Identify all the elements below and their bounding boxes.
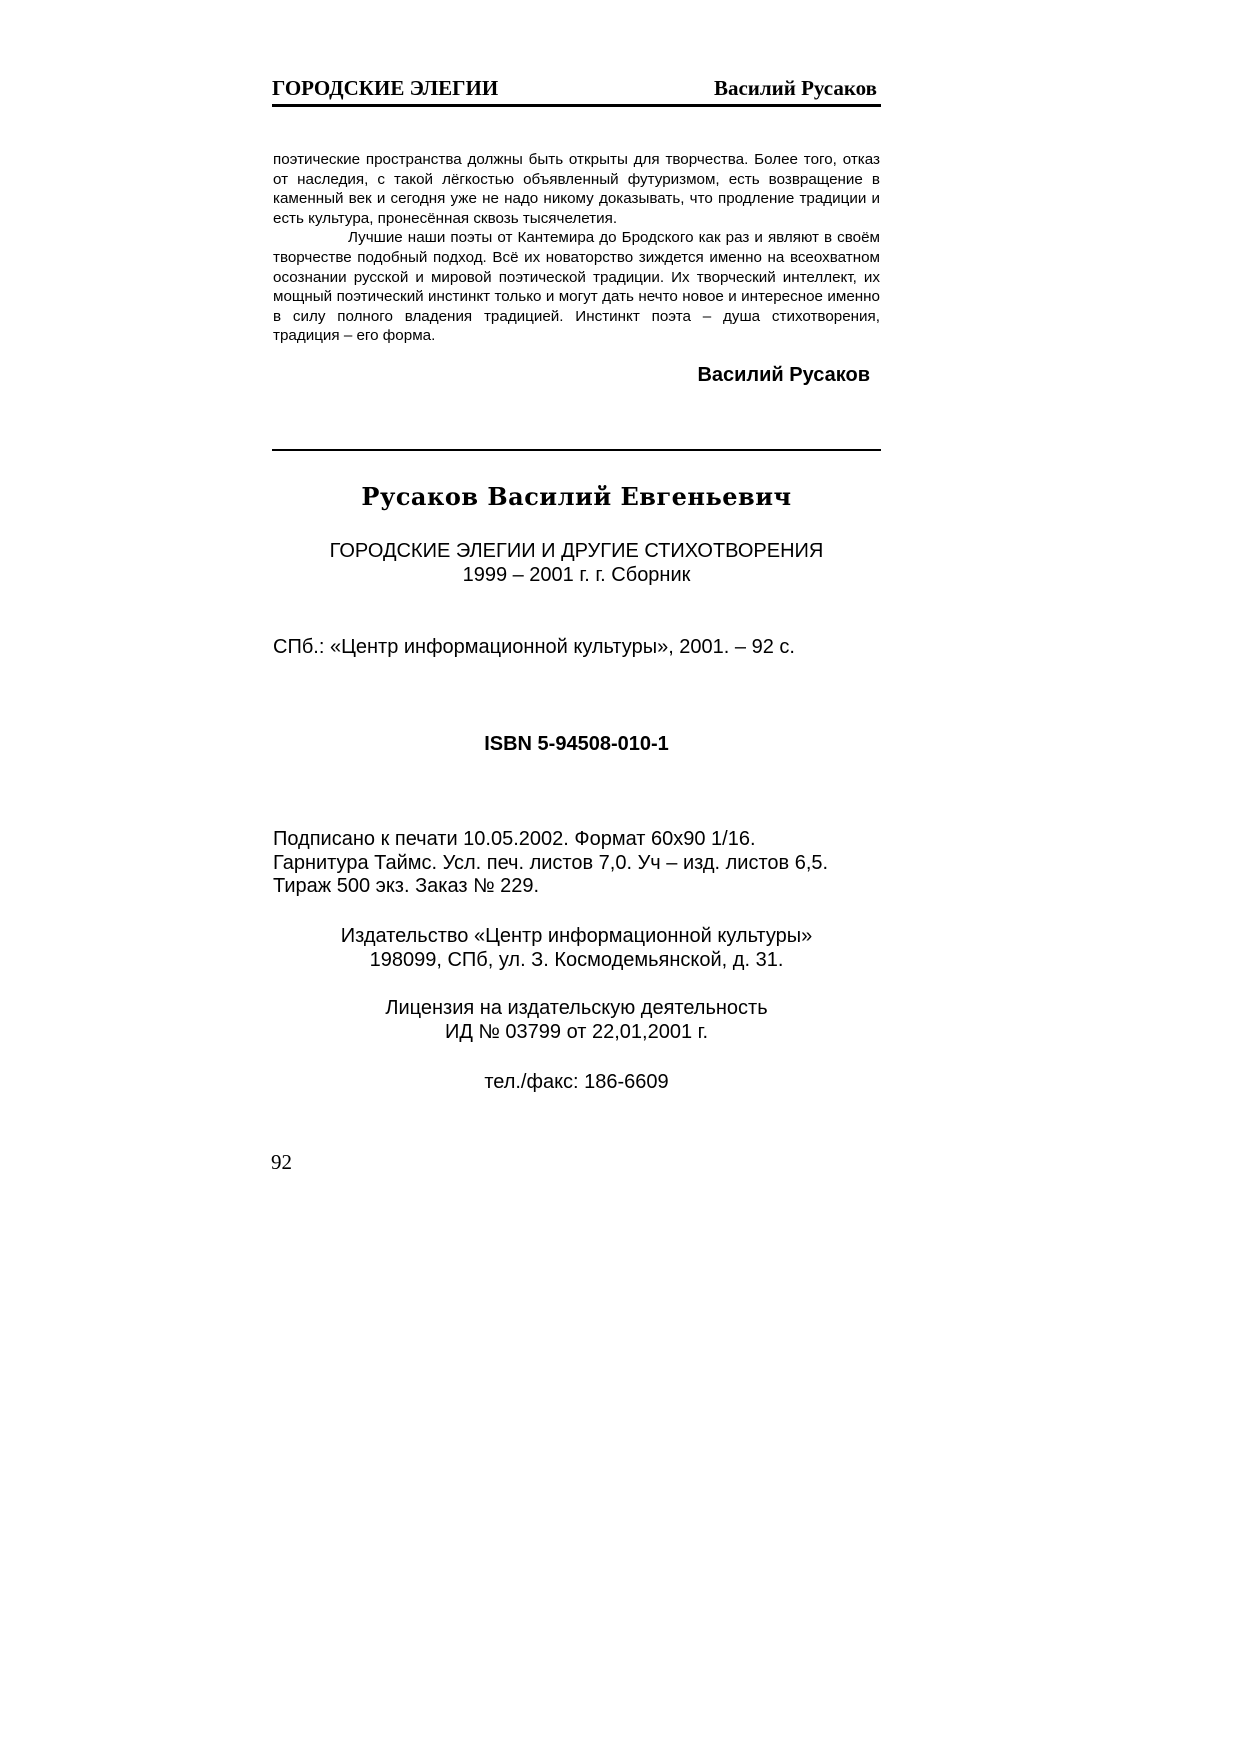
- license-line: ИД № 03799 от 22,01,2001 г.: [444, 1020, 709, 1043]
- colophon-book-title: [272, 540, 881, 587]
- section-divider: [272, 449, 881, 451]
- colophon-imprint: [273, 828, 893, 899]
- imprint-line: Подписано к печати 10.05.2002. Формат 60х90 1/16.: [273, 828, 756, 850]
- license-line: Лицензия на издательскую деятельность: [385, 997, 768, 1019]
- essay-paragraph: поэтические пространства должны быть открыты для творчества. Более того, отказ от наследия, с такой лёгкостью объявленный футуризмом, есть возвращение в каменный век и сегодня уже не надо никому доказывать, что продление традиции и есть культура, пронесённая сквозь тысячелетия.: [273, 151, 880, 227]
- imprint-line: Гарнитура Таймс. Усл. печ. листов 7,0. Уч – изд. листов 6,5.: [273, 851, 829, 874]
- running-header: [272, 74, 881, 107]
- colophon-edition: СПб.: «Центр информационной культуры», 2001. – 92 с.: [273, 636, 795, 658]
- imprint-line: Тираж 500 экз. Заказ № 229.: [273, 875, 540, 897]
- essay-signature: Василий Русаков: [697, 364, 870, 386]
- colophon-publisher: [272, 925, 881, 972]
- book-title-line: ГОРОДСКИЕ ЭЛЕГИИ И ДРУГИЕ СТИХОТВОРЕНИЯ: [329, 540, 824, 562]
- header-book-title: ГОРОДСКИЕ ЭЛЕГИИ: [272, 76, 499, 100]
- page-number: 92: [271, 1150, 292, 1174]
- essay-paragraph: Лучшие наши поэты от Кантемира до Бродского как раз и являют в своём творчестве подобный подход. Всё их новаторство зиждется именно на всеохватном осознании русской и мировой поэтической традиции. Их творческий интеллект, их мощный поэтический инстинкт только и могут дать нечто новое и интересное именно в силу полного владения традицией. Инстинкт поэта – душа стихотворения, традиция – его форма.: [273, 229, 880, 345]
- colophon-author: Русаков Василий Евгеньевич: [361, 482, 792, 511]
- publisher-line: Издательство «Центр информационной культуры»: [340, 925, 813, 947]
- book-subtitle-line: 1999 – 2001 г. г. Сборник: [462, 563, 691, 586]
- colophon-phone: тел./факс: 186-6609: [484, 1071, 669, 1093]
- essay-text: [273, 150, 880, 346]
- colophon-license: [272, 997, 881, 1044]
- publisher-line: 198099, СПб, ул. З. Космодемьянской, д. 31.: [369, 948, 784, 971]
- header-author: Василий Русаков: [713, 76, 877, 100]
- colophon-isbn: ISBN 5-94508-010-1: [484, 733, 669, 755]
